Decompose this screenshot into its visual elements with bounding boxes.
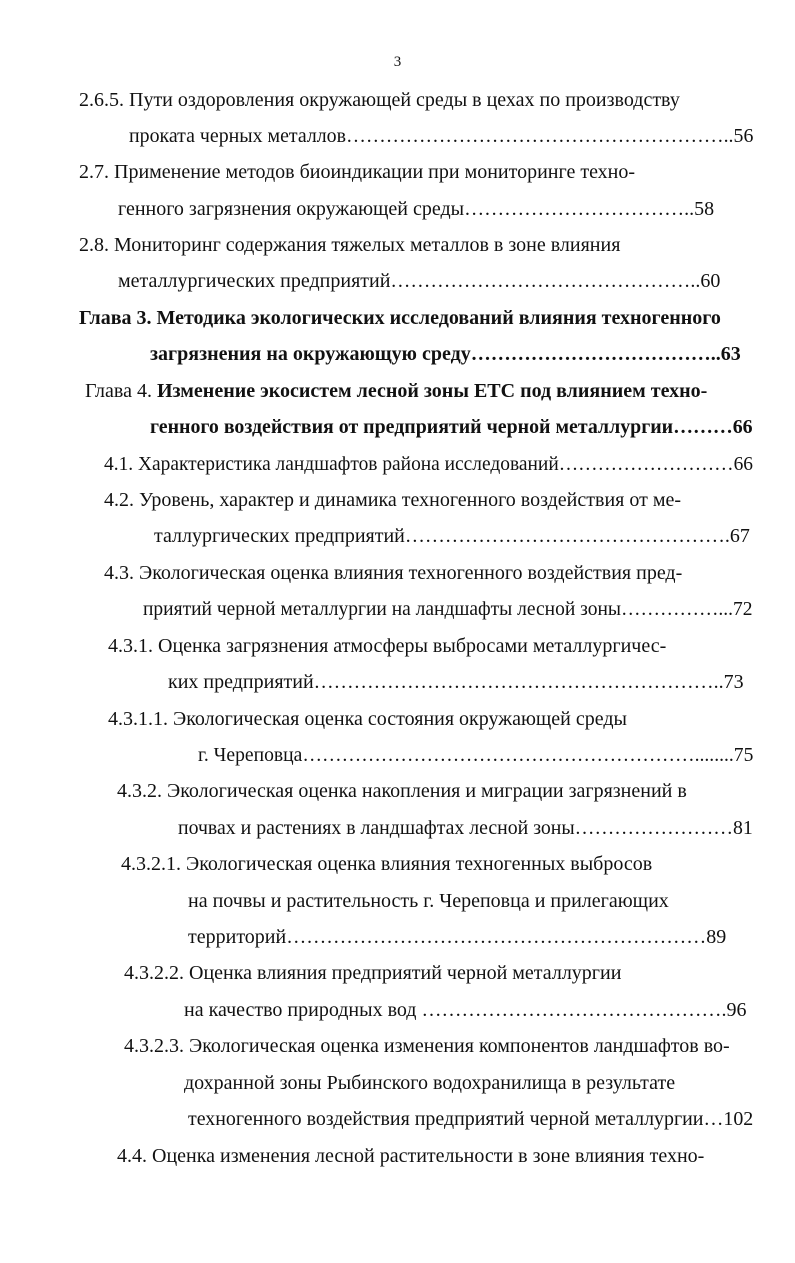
toc-line: техногенного воздействия предприятий черной металлургии…102: [188, 1108, 754, 1130]
toc-line: приятий черной металлургии на ландшафты лесной зоны……………...72: [143, 598, 753, 620]
toc-line: дохранной зоны Рыбинского водохранилища в результате: [184, 1072, 676, 1094]
toc-chapter-heading: загрязнения на окружающую среду………………………………..63: [150, 343, 741, 365]
toc-line: металлургических предприятий………………………………………..60: [118, 270, 721, 292]
toc-line: почвах и растениях в ландшафтах лесной зоны……………………81: [178, 817, 753, 839]
toc-line: проката черных металлов…………………………………………………..56: [129, 125, 754, 147]
toc-chapter-heading: Глава 3. Методика экологических исследований влияния техногенного: [79, 307, 721, 329]
toc-line: 4.3. Экологическая оценка влияния техногенного воздействия пред-: [104, 562, 683, 584]
toc-line: территорий………………………………………………………89: [188, 926, 727, 948]
toc-line: генного загрязнения окружающей среды……………………………..58: [118, 198, 715, 220]
toc-line: на почвы и растительность г. Череповца и прилегающих: [188, 890, 669, 912]
toc-line: 4.3.2.3. Экологическая оценка изменения компонентов ландшафтов во-: [124, 1035, 730, 1057]
toc-line: 2.6.5. Пути оздоровления окружающей среды в цехах по производству: [79, 89, 680, 111]
toc-line: 4.3.2.2. Оценка влияния предприятий черной металлургии: [124, 962, 622, 984]
page-number: 3: [393, 54, 402, 70]
toc-line: таллургических предприятий………………………………………….67: [154, 525, 750, 547]
toc-chapter-heading: [85, 378, 707, 404]
toc-line: 4.3.1.1. Экологическая оценка состояния окружающей среды: [108, 708, 627, 730]
toc-line: на качество природных вод ……………………………………….96: [184, 999, 747, 1021]
toc-chapter-heading: генного воздействия от предприятий черной металлургии………66: [150, 416, 753, 438]
toc-line: г. Череповца……………………………………………………........75: [198, 744, 754, 766]
toc-line: 2.7. Применение методов биоиндикации при мониторинге техно-: [79, 161, 636, 183]
toc-line: 4.2. Уровень, характер и динамика техногенного воздействия от ме-: [104, 489, 682, 511]
toc-line: 4.1. Характеристика ландшафтов района исследований………………………66: [104, 453, 754, 475]
toc-line: 2.8. Мониторинг содержания тяжелых металлов в зоне влияния: [79, 234, 621, 256]
toc-line: 4.3.1. Оценка загрязнения атмосферы выбросами металлургичес-: [108, 635, 667, 657]
toc-line: 4.3.2. Экологическая оценка накопления и миграции загрязнений в: [117, 780, 687, 802]
toc-line: 4.3.2.1. Экологическая оценка влияния техногенных выбросов: [121, 853, 653, 875]
chapter-title: Изменение экосистем лесной зоны ЕТС под влиянием техно-: [156, 380, 708, 402]
toc-line: 4.4. Оценка изменения лесной растительности в зоне влияния техно-: [117, 1145, 705, 1167]
chapter-prefix: Глава 4.: [85, 380, 157, 402]
toc-line: ких предприятий……………………………………………………..73: [168, 671, 744, 693]
